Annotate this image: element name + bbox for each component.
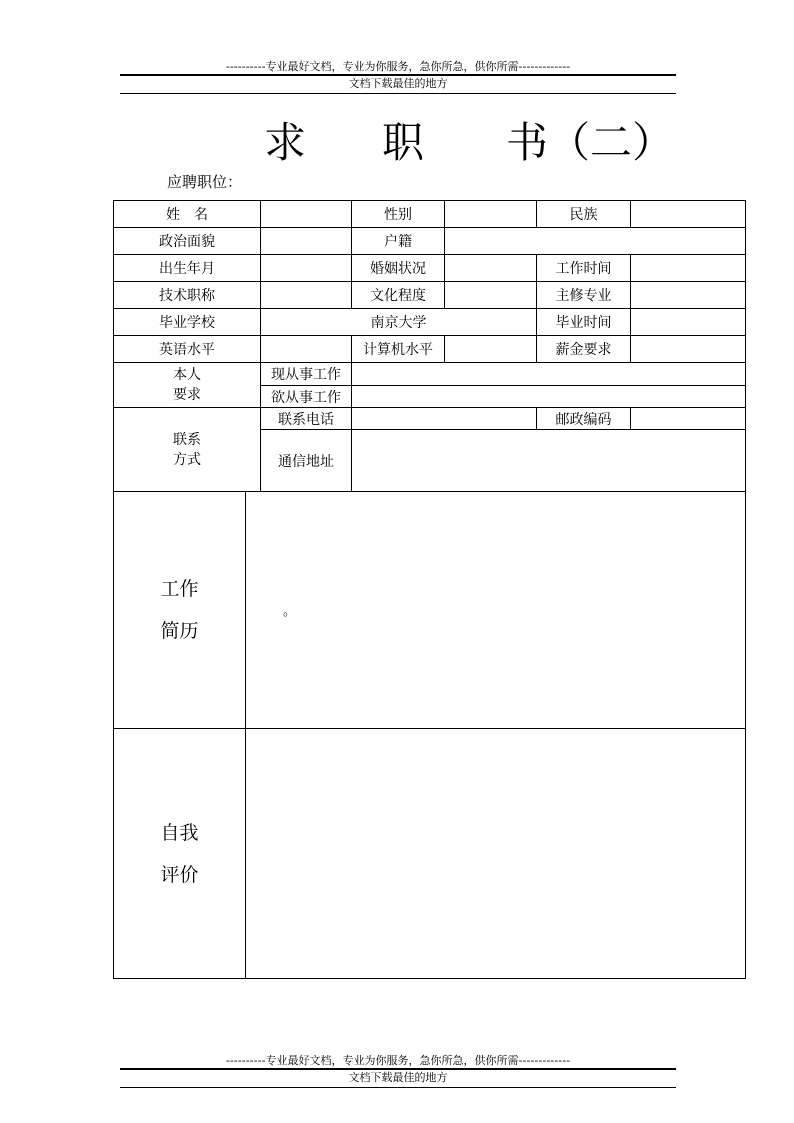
label-personal-requirements (114, 363, 261, 408)
input-self-evaluation[interactable] (246, 729, 746, 979)
label-household-register: 户籍 (352, 228, 445, 255)
header-slogan: ----------专业最好文档，专业为你服务，急你所急，供你所需------------- (225, 60, 571, 73)
header-rule-top (120, 74, 676, 76)
input-gender[interactable] (445, 201, 537, 228)
input-name[interactable] (261, 201, 352, 228)
label-phone: 联系电话 (261, 408, 352, 430)
label-contact-line2: 方式 (173, 451, 201, 468)
label-tech-title: 技术职称 (114, 282, 261, 309)
label-birth-date: 出生年月 (114, 255, 261, 282)
footer-subtitle: 文档下载最佳的地方 (348, 1071, 448, 1084)
input-political-status[interactable] (261, 228, 352, 255)
label-self-evaluation (114, 729, 246, 979)
input-phone[interactable] (352, 408, 537, 430)
input-ethnicity[interactable] (631, 201, 746, 228)
input-education-level[interactable] (445, 282, 537, 309)
label-name: 姓 名 (114, 201, 261, 228)
label-current-job: 现从事工作 (261, 363, 352, 386)
input-tech-title[interactable] (261, 282, 352, 309)
label-work-history-line2: 简历 (160, 620, 199, 642)
input-marital-status[interactable] (445, 255, 537, 282)
input-major[interactable] (631, 282, 746, 309)
title-char-1: 求 (264, 118, 307, 167)
label-self-eval-line2: 评价 (160, 863, 199, 886)
label-address: 通信地址 (261, 430, 352, 492)
input-household-register[interactable] (445, 228, 746, 255)
page-title (264, 113, 684, 173)
position-label: 应聘职位： (167, 173, 243, 191)
label-marital-status: 婚姻状况 (352, 255, 445, 282)
input-work-history[interactable] (246, 492, 746, 729)
work-history-mark: 。 (283, 604, 297, 619)
label-gender: 性别 (352, 201, 445, 228)
input-computer-level[interactable] (445, 336, 537, 363)
title-char-2: 职 (382, 118, 425, 167)
label-major: 主修专业 (537, 282, 631, 309)
footer-slogan: ----------专业最好文档，专业为你服务，急你所急，供你所需------------- (225, 1054, 571, 1067)
input-work-start[interactable] (631, 255, 746, 282)
label-work-start: 工作时间 (537, 255, 631, 282)
input-postal-code[interactable] (631, 408, 746, 430)
footer-rule-bottom (120, 1087, 676, 1088)
label-political-status: 政治面貌 (114, 228, 261, 255)
input-desired-job[interactable] (352, 386, 746, 408)
application-form-table (113, 200, 746, 979)
input-birth-date[interactable] (261, 255, 352, 282)
input-graduation-time[interactable] (631, 309, 746, 336)
label-postal-code: 邮政编码 (537, 408, 631, 430)
input-salary-requirement[interactable] (631, 336, 746, 363)
label-graduation-time: 毕业时间 (537, 309, 631, 336)
label-work-history-line1: 工作 (160, 578, 199, 600)
label-contact-method (114, 408, 261, 492)
header-rule-bottom (120, 93, 676, 94)
label-personal-req-line2: 要求 (173, 387, 201, 403)
label-ethnicity: 民族 (537, 201, 631, 228)
label-english-level: 英语水平 (114, 336, 261, 363)
input-current-job[interactable] (352, 363, 746, 386)
title-char-3: 书（二） (506, 118, 675, 167)
label-graduation-school: 毕业学校 (114, 309, 261, 336)
label-personal-req-line1: 本人 (173, 367, 201, 383)
label-contact-line1: 联系 (173, 431, 201, 448)
input-english-level[interactable] (261, 336, 352, 363)
label-self-eval-line1: 自我 (160, 821, 199, 844)
footer-rule-top (120, 1068, 676, 1070)
input-graduation-school[interactable]: 南京大学 (261, 309, 537, 336)
label-education-level: 文化程度 (352, 282, 445, 309)
input-address[interactable] (352, 430, 746, 492)
label-work-history (114, 492, 246, 729)
label-desired-job: 欲从事工作 (261, 386, 352, 408)
label-computer-level: 计算机水平 (352, 336, 445, 363)
label-salary-requirement: 薪金要求 (537, 336, 631, 363)
header-subtitle: 文档下载最佳的地方 (348, 77, 448, 90)
